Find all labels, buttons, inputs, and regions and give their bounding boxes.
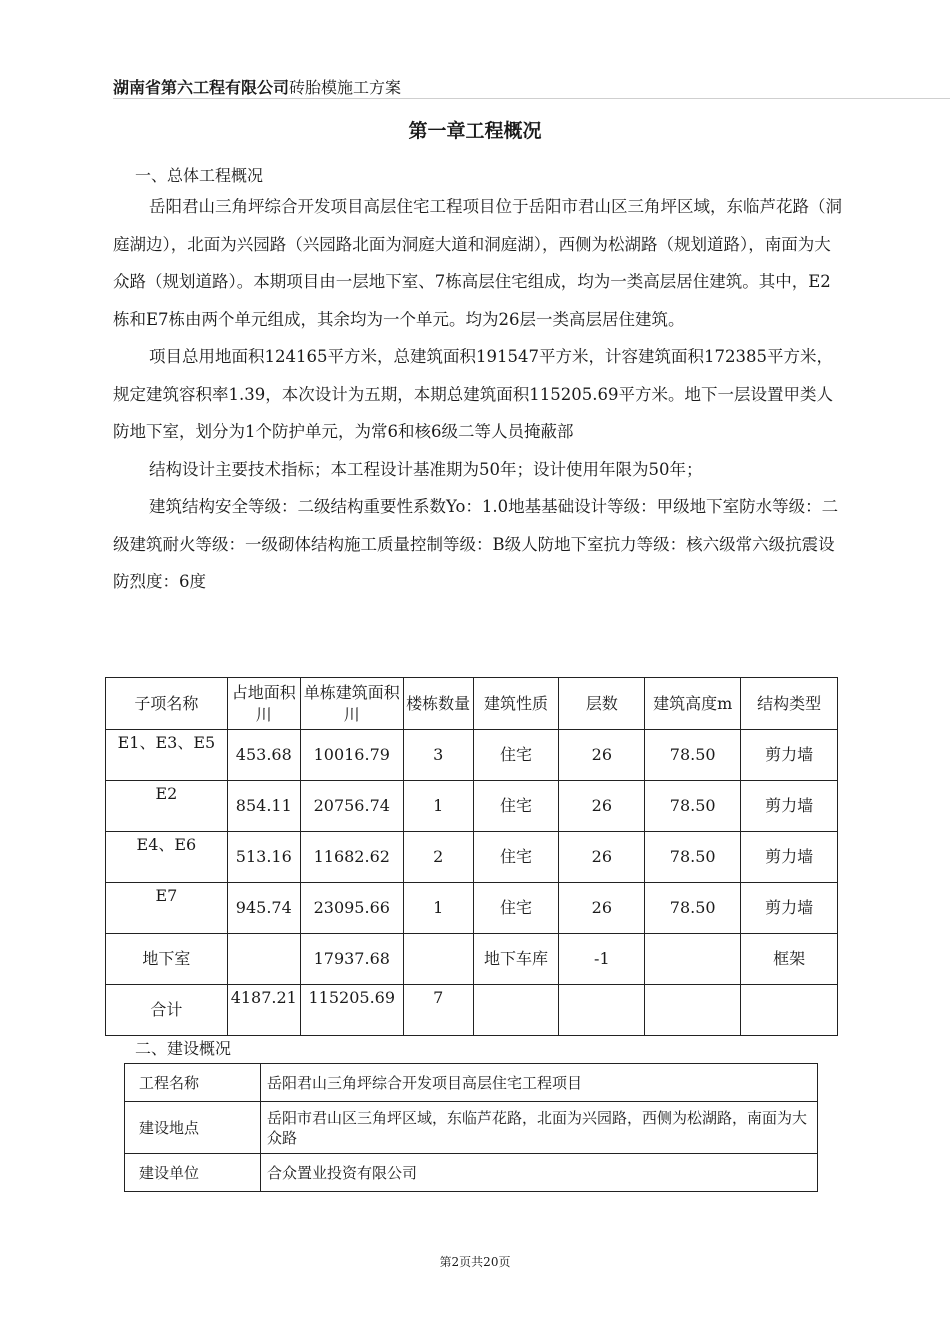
column-header: 层数 (559, 678, 645, 730)
table-cell: 26 (559, 730, 645, 781)
building-summary-table (105, 677, 838, 1036)
table-cell (473, 985, 559, 1036)
table-cell: 2 (403, 832, 473, 883)
table-cell (741, 985, 838, 1036)
table-cell: 地下室 (106, 934, 228, 985)
table-cell: 剪力墙 (741, 730, 838, 781)
column-header: 楼栋数量 (403, 678, 473, 730)
paragraph: 项目总用地面积124165平方米，总建筑面积191547平方米，计容建筑面积172385平方米，规定建筑容积率1.39，本次设计为五期，本期总建筑面积115205.69平方米。地下一层设置甲类人防地下室，划分为1个防护单元，为常6和核6级二等人员掩蔽部 (113, 347, 833, 441)
section1-heading: 一、总体工程概况 (135, 166, 264, 185)
table-row (125, 1154, 818, 1192)
info-value: 岳阳君山三角坪综合开发项目高层住宅工程项目 (261, 1064, 818, 1102)
paragraph: 结构设计主要技术指标；本工程设计基准期为50年；设计使用年限为50年； (149, 459, 703, 479)
column-header: 建筑性质 (473, 678, 559, 730)
table-row (106, 883, 838, 934)
table-row (106, 781, 838, 832)
table-cell: 20756.74 (300, 781, 403, 832)
table-cell: 115205.69 (300, 985, 403, 1036)
info-label: 建设单位 (125, 1154, 261, 1192)
page-number: 第2页共20页 (439, 1255, 511, 1269)
page-header (113, 78, 950, 99)
table-cell: 4187.21 (227, 985, 300, 1036)
table-row (125, 1102, 818, 1154)
document-title: 砖胎模施工方案 (289, 78, 402, 97)
table-header-row (106, 678, 838, 730)
table-cell: 453.68 (227, 730, 300, 781)
info-label: 工程名称 (125, 1064, 261, 1102)
table-cell: 1 (403, 781, 473, 832)
construction-info-table (124, 1063, 818, 1192)
column-header: 结构类型 (741, 678, 838, 730)
table-cell: 住宅 (473, 883, 559, 934)
table-cell: 住宅 (473, 832, 559, 883)
table-cell: 23095.66 (300, 883, 403, 934)
chapter-title: 第一章工程概况 (408, 120, 542, 142)
table-cell: 78.50 (645, 883, 741, 934)
column-header: 建筑高度m (645, 678, 741, 730)
table-cell: -1 (559, 934, 645, 985)
table-cell: E4、E6 (106, 832, 228, 883)
table-cell: 1 (403, 883, 473, 934)
info-label: 建设地点 (125, 1102, 261, 1154)
table-cell: 10016.79 (300, 730, 403, 781)
paragraph: 建筑结构安全等级：二级结构重要性系数Yo：1.0地基基础设计等级：甲级地下室防水等级：二级建筑耐火等级：一级砌体结构施工质量控制等级：B级人防地下室抗力等级：核六级常六级抗震设防烈度：6度 (113, 497, 839, 591)
table-cell: 945.74 (227, 883, 300, 934)
paragraph: 岳阳君山三角坪综合开发项目高层住宅工程项目位于岳阳市君山区三角坪区域，东临芦花路（洞庭湖边），北面为兴园路（兴园路北面为洞庭大道和洞庭湖），西侧为松湖路（规划道路），南面为大众路（规划道路）。本期项目由一层地下室、7栋高层住宅组成，均为一类高层居住建筑。其中，E2栋和E7栋由两个单元组成，其余均为一个单元。均为26层一类高层居住建筑。 (113, 197, 842, 329)
info-value: 合众置业投资有限公司 (261, 1154, 818, 1192)
table-cell: 剪力墙 (741, 883, 838, 934)
table-cell (559, 985, 645, 1036)
table-cell: 11682.62 (300, 832, 403, 883)
table-row (106, 730, 838, 781)
table-cell: 地下车库 (473, 934, 559, 985)
table-cell: 78.50 (645, 730, 741, 781)
table-cell: 住宅 (473, 730, 559, 781)
table-cell: 住宅 (473, 781, 559, 832)
table-cell: 78.50 (645, 832, 741, 883)
table-cell (645, 985, 741, 1036)
table-cell: 26 (559, 883, 645, 934)
table-cell: E2 (106, 781, 228, 832)
section2-heading: 二、建设概况 (135, 1039, 232, 1058)
table-cell: 513.16 (227, 832, 300, 883)
section1-body (113, 188, 847, 601)
table-cell: 17937.68 (300, 934, 403, 985)
table-cell (227, 934, 300, 985)
table-cell: 合计 (106, 985, 228, 1036)
column-header: 占地面积川 (227, 678, 300, 730)
column-header: 单栋建筑面积川 (300, 678, 403, 730)
table-cell (403, 934, 473, 985)
table-cell: 框架 (741, 934, 838, 985)
table-row (106, 832, 838, 883)
table-cell: 854.11 (227, 781, 300, 832)
table-cell: 26 (559, 781, 645, 832)
table-cell: E1、E3、E5 (106, 730, 228, 781)
table-cell: 3 (403, 730, 473, 781)
company-name: 湖南省第六工程有限公司 (113, 78, 290, 97)
column-header: 子项名称 (106, 678, 228, 730)
table-row (106, 985, 838, 1036)
table-row (125, 1064, 818, 1102)
table-row (106, 934, 838, 985)
info-value: 岳阳市君山区三角坪区域，东临芦花路，北面为兴园路，西侧为松湖路，南面为大众路 (261, 1102, 818, 1154)
table-cell: E7 (106, 883, 228, 934)
table-cell: 剪力墙 (741, 781, 838, 832)
table-cell: 7 (403, 985, 473, 1036)
table-cell (645, 934, 741, 985)
table-cell: 78.50 (645, 781, 741, 832)
table-cell: 26 (559, 832, 645, 883)
table-cell: 剪力墙 (741, 832, 838, 883)
